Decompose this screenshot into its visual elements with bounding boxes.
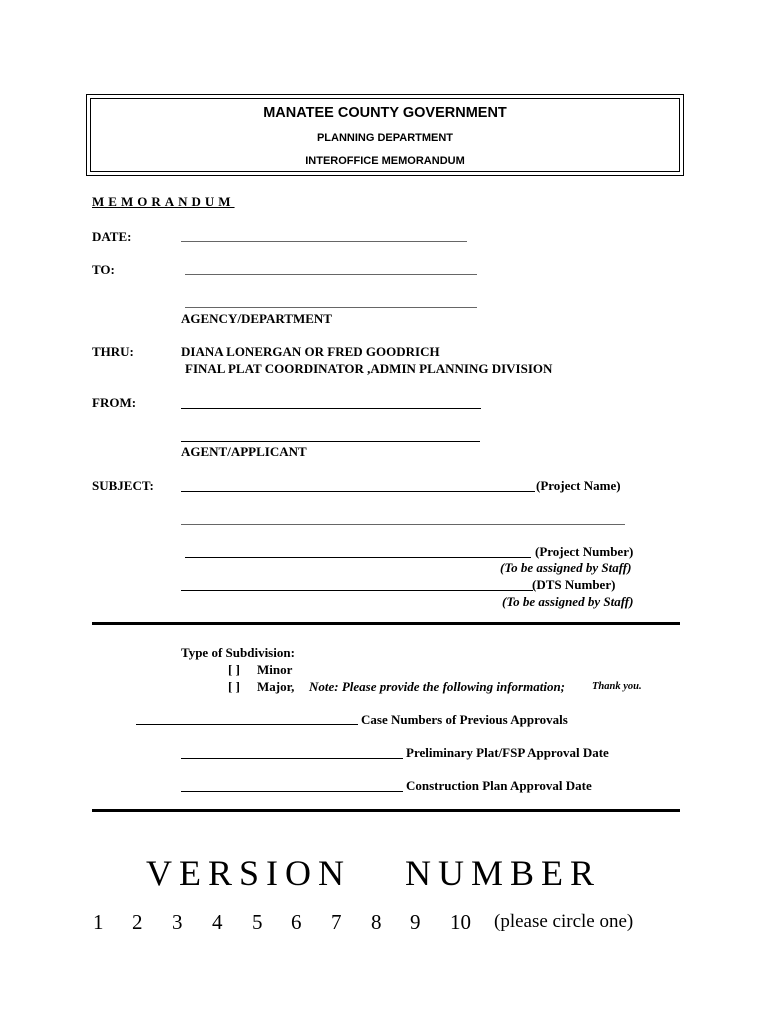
construction-plan-label: Construction Plan Approval Date bbox=[406, 778, 592, 793]
number-word: NUMBER bbox=[405, 853, 602, 893]
version-option-2[interactable]: 2 bbox=[132, 910, 143, 934]
version-option-3[interactable]: 3 bbox=[172, 910, 183, 934]
dts-number-label: (DTS Number) bbox=[532, 577, 616, 592]
minor-checkbox[interactable]: [ ] bbox=[228, 662, 240, 677]
header-title: MANATEE COUNTY GOVERNMENT bbox=[263, 105, 507, 121]
agency-label: AGENCY/DEPARTMENT bbox=[181, 311, 332, 326]
assigned-by-staff-note-2: (To be assigned by Staff) bbox=[502, 594, 634, 609]
version-option-7[interactable]: 7 bbox=[331, 910, 342, 934]
agency-field-line[interactable] bbox=[185, 307, 477, 308]
subject-label: SUBJECT: bbox=[92, 478, 154, 493]
version-number-heading bbox=[146, 852, 601, 894]
major-label: Major, bbox=[257, 679, 295, 694]
minor-label: Minor bbox=[257, 662, 293, 677]
dts-number-line[interactable] bbox=[181, 590, 533, 591]
case-numbers-line[interactable] bbox=[136, 724, 358, 725]
section-divider-bottom bbox=[92, 809, 680, 812]
memorandum-heading: MEMORANDUM bbox=[92, 194, 235, 209]
from-field-line[interactable] bbox=[181, 408, 481, 409]
thank-you-note: Thank you. bbox=[592, 681, 642, 692]
version-option-10[interactable]: 10 bbox=[450, 910, 471, 934]
construction-plan-line[interactable] bbox=[181, 791, 403, 792]
version-option-8[interactable]: 8 bbox=[371, 910, 382, 934]
circle-one-instruction: (please circle one) bbox=[494, 911, 634, 932]
project-number-line[interactable] bbox=[185, 557, 531, 558]
header-box bbox=[86, 94, 684, 176]
header-doc-type: INTEROFFICE MEMORANDUM bbox=[305, 155, 465, 167]
version-word: VERSION bbox=[146, 853, 352, 893]
version-option-4[interactable]: 4 bbox=[212, 910, 223, 934]
project-name-label: (Project Name) bbox=[536, 478, 621, 493]
agent-field-line[interactable] bbox=[181, 441, 480, 442]
version-option-9[interactable]: 9 bbox=[410, 910, 421, 934]
major-checkbox[interactable]: [ ] bbox=[228, 679, 240, 694]
from-label: FROM: bbox=[92, 395, 137, 410]
version-option-6[interactable]: 6 bbox=[291, 910, 302, 934]
thru-name: DIANA LONERGAN OR FRED GOODRICH bbox=[181, 344, 440, 359]
section-divider-top bbox=[92, 622, 680, 625]
major-note: Note: Please provide the following information; bbox=[309, 679, 566, 694]
thru-title: FINAL PLAT COORDINATOR ,ADMIN PLANNING DIVISION bbox=[185, 361, 553, 376]
preliminary-plat-line[interactable] bbox=[181, 758, 403, 759]
to-field-line[interactable] bbox=[185, 274, 477, 275]
project-name-line[interactable] bbox=[181, 491, 535, 492]
thru-label: THRU: bbox=[92, 344, 134, 359]
assigned-by-staff-note-1: (To be assigned by Staff) bbox=[500, 560, 632, 575]
subdivision-type-label: Type of Subdivision: bbox=[181, 645, 295, 660]
version-option-5[interactable]: 5 bbox=[252, 910, 263, 934]
date-label: DATE: bbox=[92, 229, 132, 244]
agent-label: AGENT/APPLICANT bbox=[181, 444, 307, 459]
header-department: PLANNING DEPARTMENT bbox=[316, 132, 454, 144]
date-field-line[interactable] bbox=[181, 241, 467, 242]
version-option-1[interactable]: 1 bbox=[93, 910, 104, 934]
project-number-label: (Project Number) bbox=[535, 544, 634, 559]
subject-extra-line[interactable] bbox=[181, 524, 625, 525]
header-inner-border bbox=[90, 98, 680, 172]
to-label: TO: bbox=[92, 262, 115, 277]
preliminary-plat-label: Preliminary Plat/FSP Approval Date bbox=[406, 745, 609, 760]
case-numbers-label: Case Numbers of Previous Approvals bbox=[361, 712, 568, 727]
